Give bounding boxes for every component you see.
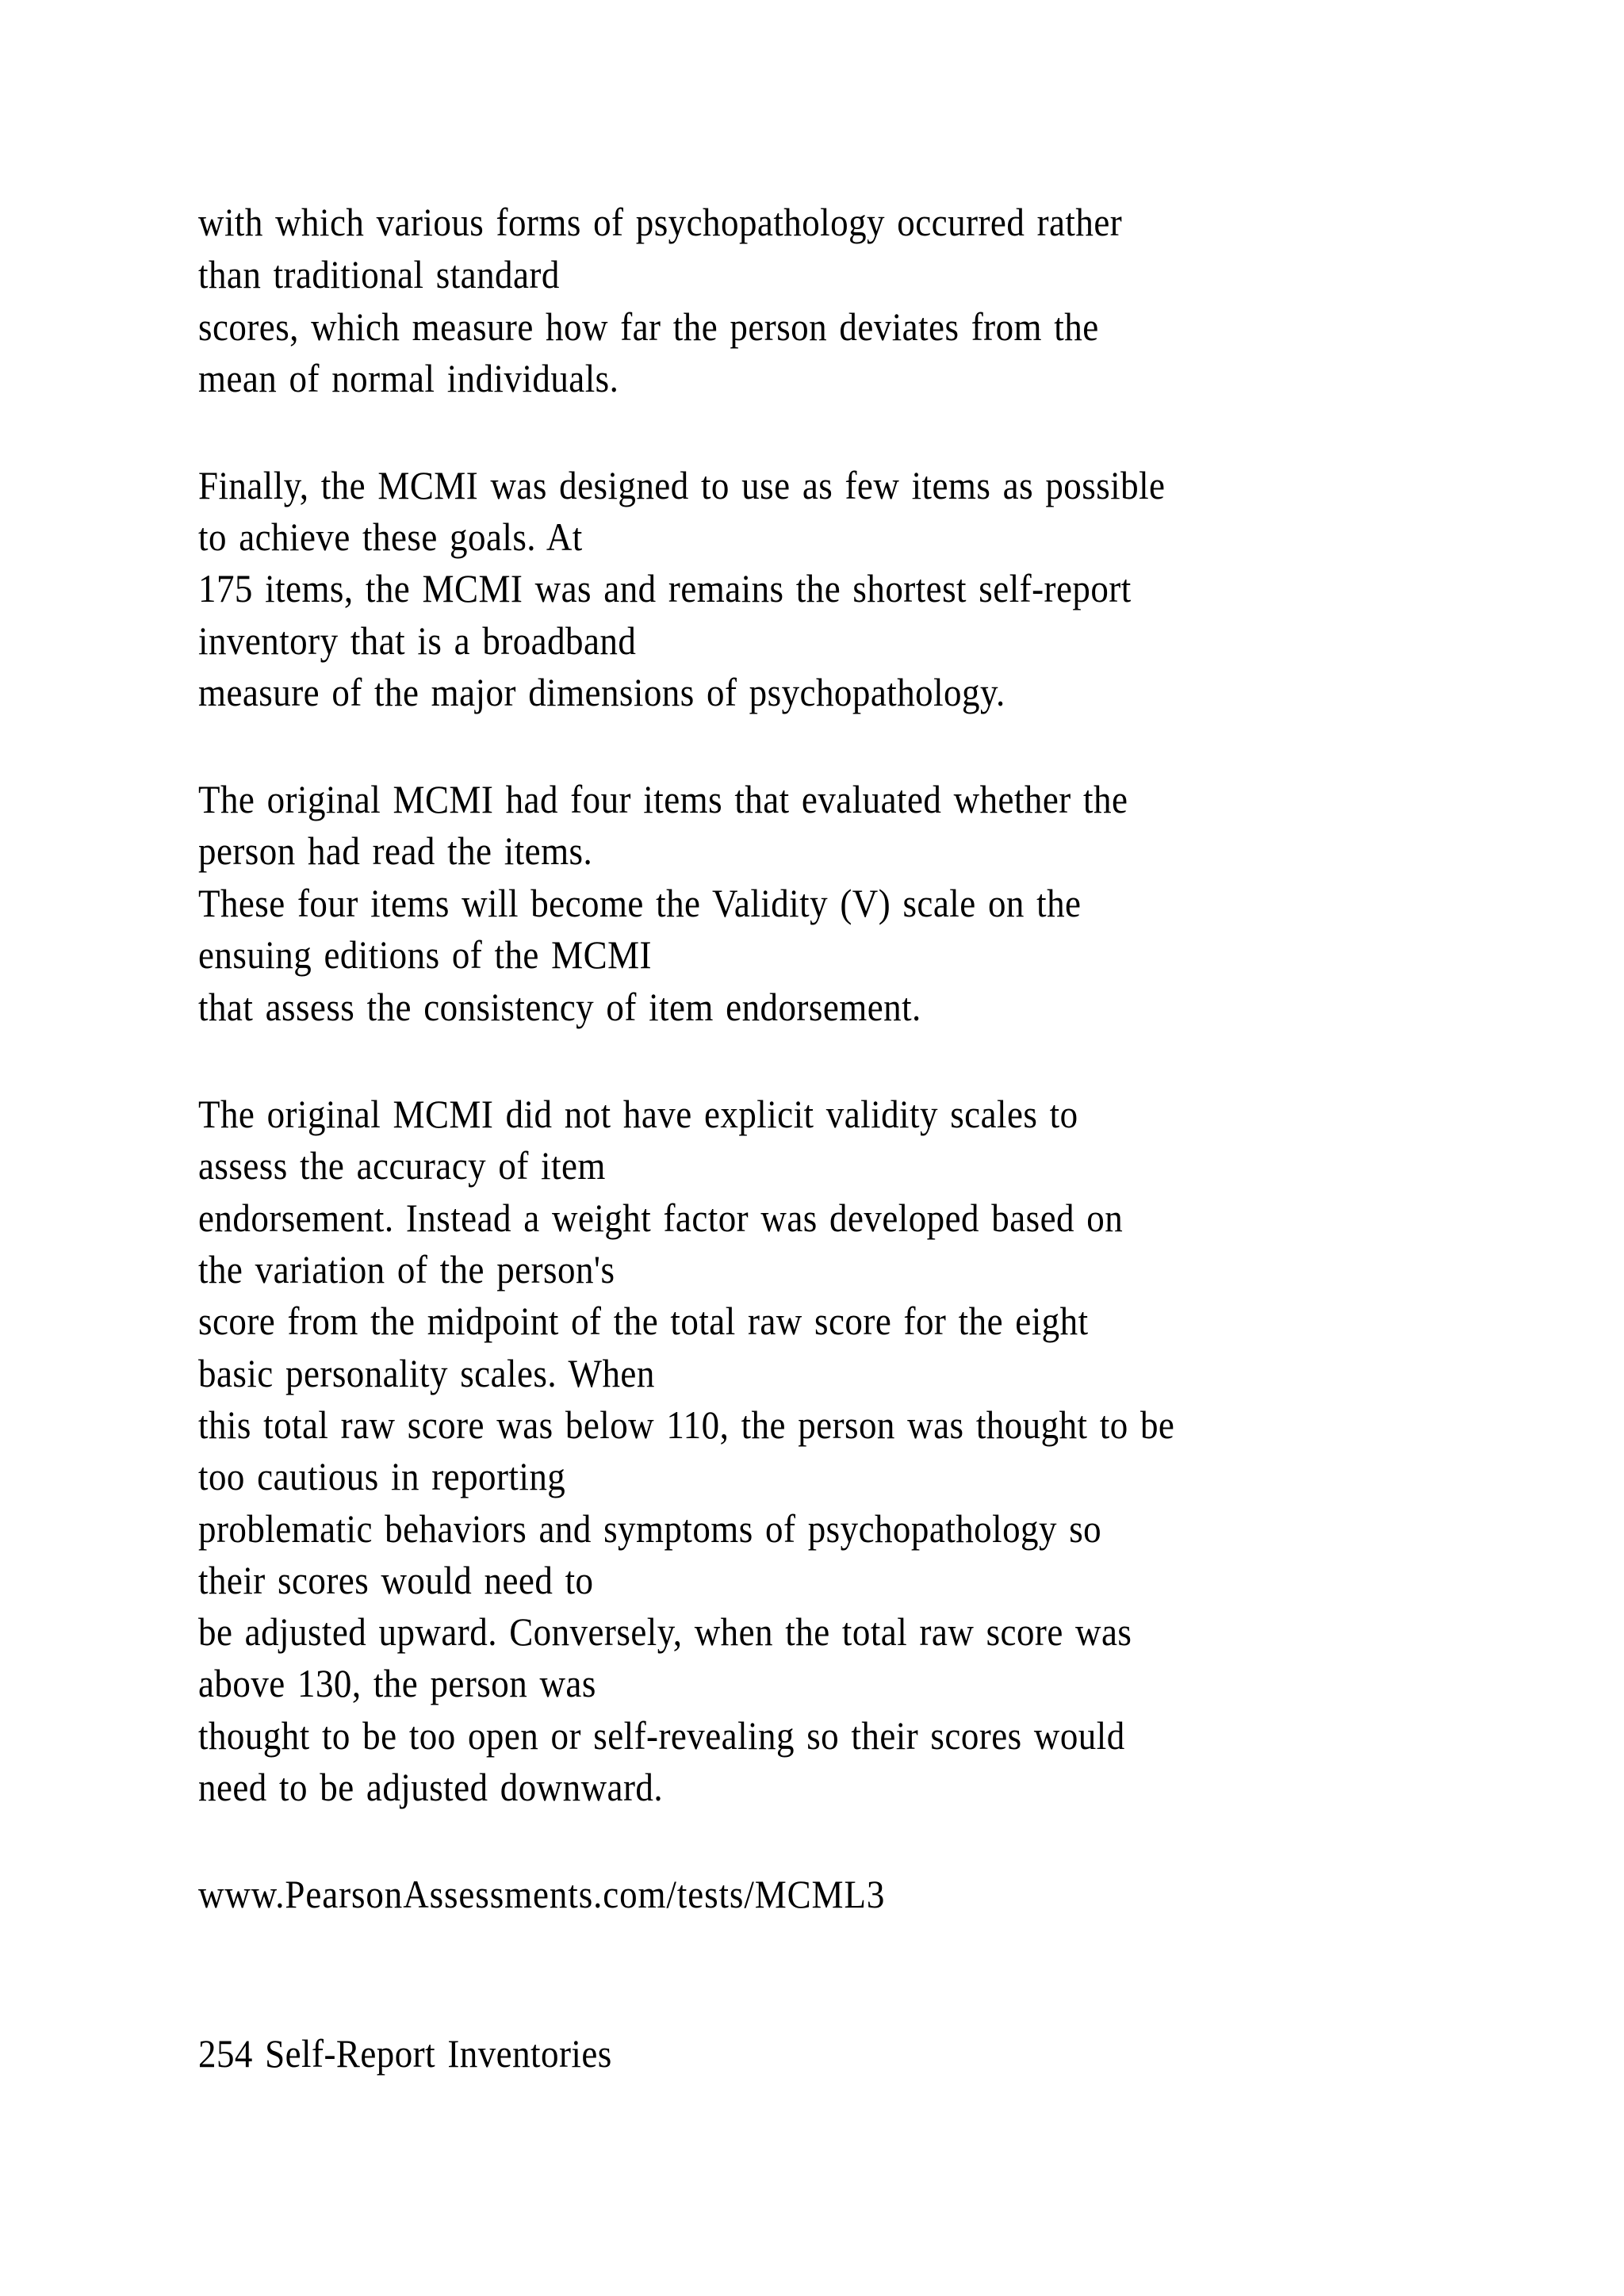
paragraph-4-line-6: basic personality scales. When <box>198 1351 655 1395</box>
paragraph-3-line-1: The original MCMI had four items that evaluated whether the <box>198 777 1128 821</box>
paragraph-4-line-11: be adjusted upward. Conversely, when the total raw score was <box>198 1609 1132 1654</box>
page-footer: 254 Self-Report Inventories <box>198 2031 612 2076</box>
paragraph-4-line-4: the variation of the person's <box>198 1247 615 1292</box>
paragraph-3-line-2: person had read the items. <box>198 828 593 873</box>
paragraph-4-line-1: The original MCMI did not have explicit validity scales to <box>198 1092 1078 1136</box>
paragraph-4-line-7: this total raw score was below 110, the person was thought to be <box>198 1402 1175 1447</box>
reference-url: www.PearsonAssessments.com/tests/MCML3 <box>198 1872 886 1916</box>
paragraph-4-line-10: their scores would need to <box>198 1558 594 1602</box>
paragraph-2-line-3: 175 items, the MCMI was and remains the shortest self-report <box>198 566 1132 610</box>
paragraph-4-line-3: endorsement. Instead a weight factor was developed based on <box>198 1196 1124 1240</box>
paragraph-4-line-12: above 130, the person was <box>198 1661 596 1705</box>
paragraph-4-line-2: assess the accuracy of item <box>198 1143 606 1188</box>
paragraph-1-line-2: than traditional standard <box>198 252 560 297</box>
paragraph-4-line-8: too cautious in reporting <box>198 1454 566 1498</box>
paragraph-4-line-5: score from the midpoint of the total raw score for the eight <box>198 1299 1089 1343</box>
paragraph-3-line-4: ensuing editions of the MCMI <box>198 932 652 977</box>
paragraph-2-line-4: inventory that is a broadband <box>198 618 637 663</box>
paragraph-3-line-3: These four items will become the Validity (V) scale on the <box>198 881 1082 925</box>
paragraph-2-line-1: Finally, the MCMI was designed to use as few items as possible <box>198 463 1166 507</box>
paragraph-3-line-5: that assess the consistency of item endorsement. <box>198 985 921 1029</box>
paragraph-2-line-2: to achieve these goals. At <box>198 515 583 559</box>
paragraph-4-line-14: need to be adjusted downward. <box>198 1765 664 1809</box>
paragraph-1-line-3: scores, which measure how far the person deviates from the <box>198 304 1099 349</box>
paragraph-1-line-1: with which various forms of psychopathology occurred rather <box>198 200 1123 244</box>
paragraph-2-line-5: measure of the major dimensions of psychopathology. <box>198 670 1005 714</box>
paragraph-4-line-9: problematic behaviors and symptoms of psychopathology so <box>198 1506 1102 1551</box>
paragraph-1-line-4: mean of normal individuals. <box>198 356 619 400</box>
paragraph-4-line-13: thought to be too open or self-revealing so their scores would <box>198 1713 1125 1758</box>
